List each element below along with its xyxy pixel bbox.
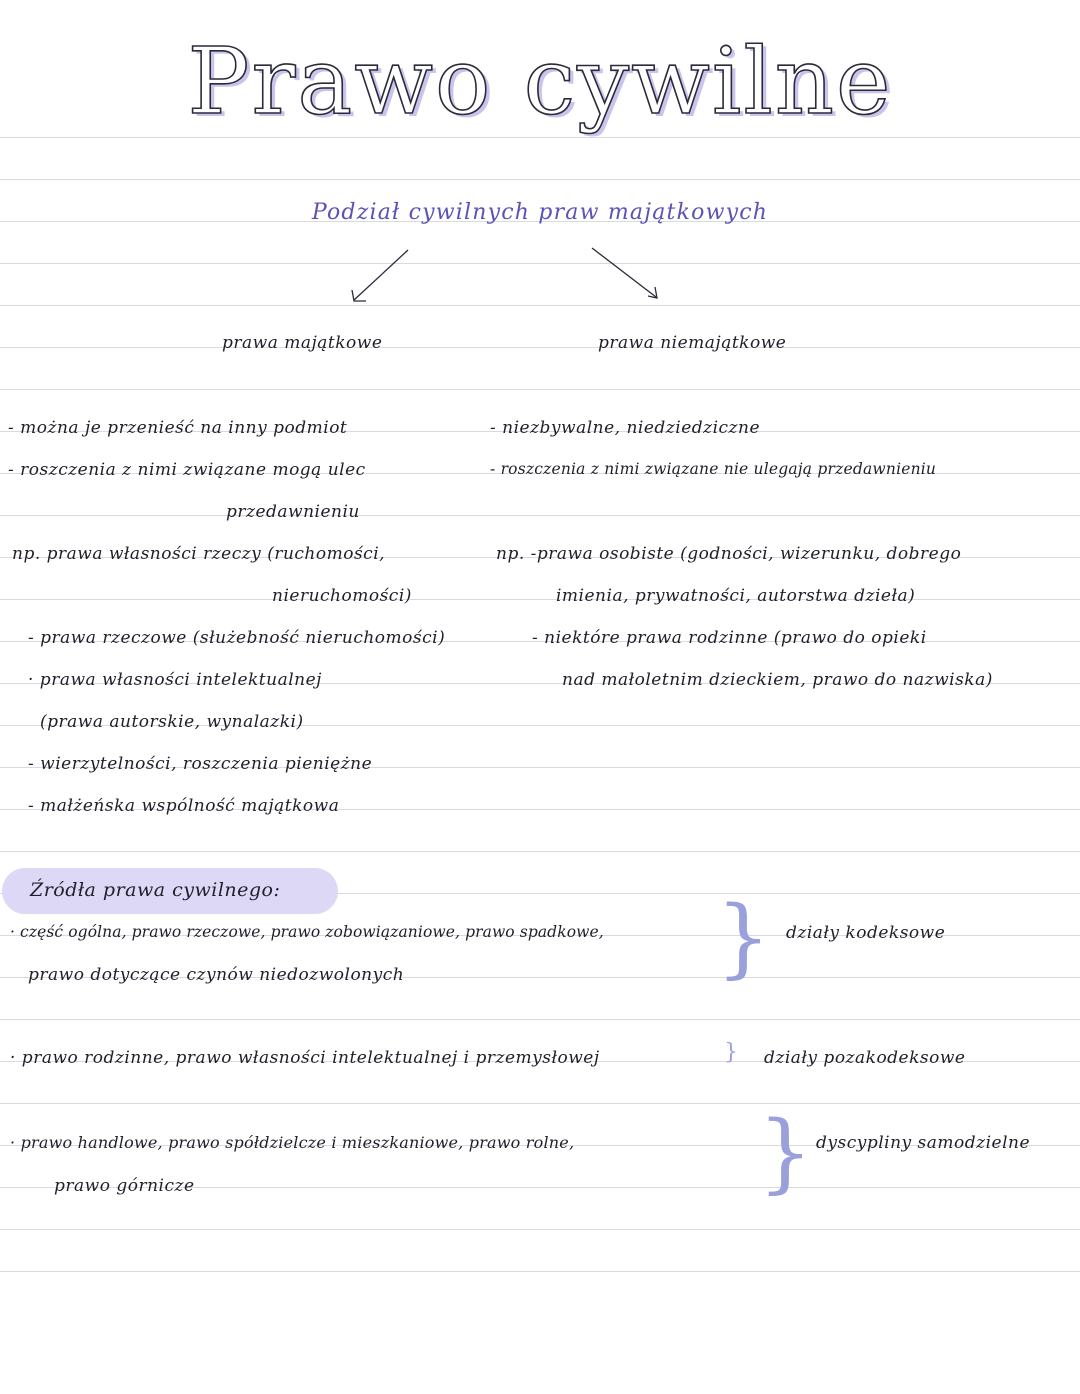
branch-label-right: prawa niemajątkowe	[598, 333, 787, 353]
list-item: - niezbywalne, niedziedziczne	[490, 418, 761, 438]
list-item: · prawa własności intelektualnej	[28, 670, 322, 690]
sources-heading: Źródła prawa cywilnego:	[30, 879, 281, 901]
list-item: nieruchomości)	[272, 586, 412, 606]
list-item: (prawa autorskie, wynalazki)	[40, 712, 304, 732]
page-title: Prawo cywilne	[187, 28, 893, 135]
list-item: przedawnieniu	[226, 502, 360, 522]
list-item: - niektóre prawa rodzinne (prawo do opieki	[532, 628, 927, 648]
source-line: · prawo rodzinne, prawo własności intelektualnej i przemysłowej	[10, 1048, 600, 1068]
source-label: dyscypliny samodzielne	[816, 1133, 1031, 1153]
list-item: np. prawa własności rzeczy (ruchomości,	[12, 544, 386, 564]
source-line: · część ogólna, prawo rzeczowe, prawo zobowiązaniowe, prawo spadkowe,	[10, 923, 604, 941]
list-item: np. -prawa osobiste (godności, wizerunku, dobrego	[496, 544, 962, 564]
source-line: · prawo handlowe, prawo spółdzielcze i mieszkaniowe, prawo rolne,	[10, 1133, 575, 1152]
list-item: imienia, prywatności, autorstwa dzieła)	[556, 586, 916, 606]
list-item: nad małoletnim dzieckiem, prawo do nazwiska)	[562, 670, 993, 690]
list-item: - można je przenieść na inny podmiot	[8, 418, 348, 438]
section-heading: Podział cywilnych praw majątkowych	[311, 200, 769, 225]
brace-icon: }	[724, 1040, 738, 1065]
list-item: - prawa rzeczowe (służebność nieruchomości)	[28, 628, 446, 648]
source-label: działy kodeksowe	[786, 923, 946, 943]
branch-label-left: prawa majątkowe	[222, 333, 383, 353]
brace-icon: }	[716, 888, 771, 988]
source-line: prawo dotyczące czynów niedozwolonych	[28, 965, 405, 985]
source-label: działy pozakodeksowe	[764, 1048, 966, 1068]
brace-icon: }	[758, 1103, 813, 1203]
list-item: - roszczenia z nimi związane mogą ulec	[8, 460, 366, 480]
list-item: - małżeńska wspólność majątkowa	[28, 796, 340, 816]
list-item: - wierzytelności, roszczenia pieniężne	[28, 754, 373, 774]
source-line: prawo górnicze	[54, 1176, 195, 1196]
list-item: - roszczenia z nimi związane nie ulegają przedawnieniu	[490, 460, 937, 478]
